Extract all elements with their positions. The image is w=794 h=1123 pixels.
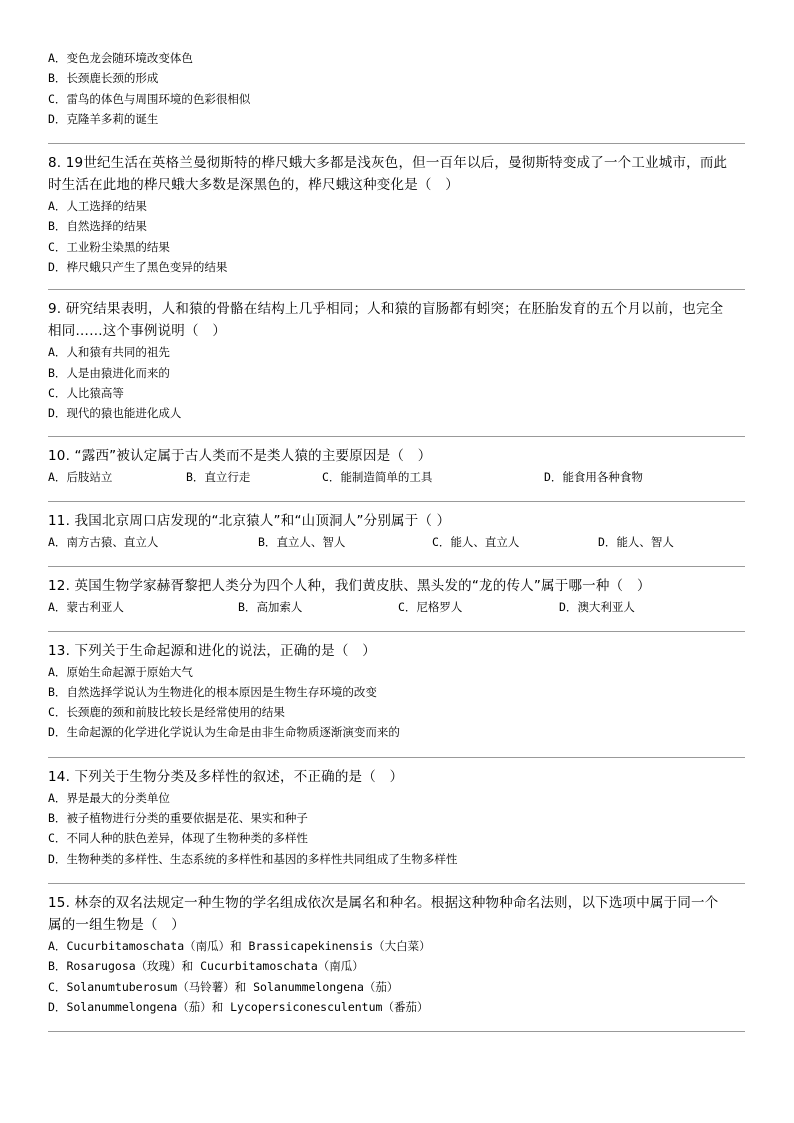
option-text: Cucurbitamoschata（南瓜）和 Brassicapekinensis（大白菜） [66, 938, 431, 953]
option-text: Solanummelongena（茄）和 Lycopersiconesculentum（番茄） [66, 999, 429, 1014]
option-text: 澳大利亚人 [577, 599, 635, 614]
option-label: C． [48, 239, 67, 254]
option-b[interactable] [48, 682, 745, 702]
question-13 [48, 640, 745, 743]
option-label: B． [48, 811, 67, 826]
divider [48, 757, 745, 758]
divider [48, 436, 745, 437]
option-text: 克隆羊多莉的诞生 [66, 111, 159, 126]
divider [48, 1031, 745, 1032]
option-text: 变色龙会随环境改变体色 [66, 51, 193, 65]
options-list [48, 936, 745, 1017]
option-b[interactable] [238, 597, 302, 617]
option-d[interactable] [544, 467, 643, 487]
option-label: C． [48, 385, 67, 400]
divider [48, 566, 745, 567]
option-b[interactable] [48, 956, 745, 976]
question-stem: 14. 下列关于生物分类及多样性的叙述，不正确的是（ ） [48, 768, 404, 785]
question-12 [48, 575, 745, 617]
option-text: 被子植物进行分类的重要依据是花、果实和种子 [66, 811, 308, 826]
option-label: D． [559, 599, 578, 614]
option-text: 直立行走 [204, 469, 251, 484]
options-list [48, 48, 745, 129]
question-stem: 12. 英国生物学家赫胥黎把人类分为四个人种，我们黄皮肤、黑头发的“龙的传人”属于哪一种（ ） [48, 577, 651, 594]
option-c[interactable] [322, 467, 432, 487]
option-text: 自然选择的结果 [66, 219, 147, 234]
option-a[interactable] [48, 936, 745, 956]
option-text: Solanumtuberosum（马铃薯）和 Solanummelongena（茄） [66, 979, 399, 994]
option-text: 尼格罗人 [416, 599, 463, 614]
option-text: 能人、智人 [616, 534, 674, 549]
option-d[interactable] [48, 257, 745, 277]
option-label: D． [48, 406, 67, 421]
option-a[interactable] [48, 196, 745, 216]
options-list [48, 662, 745, 743]
option-a[interactable] [48, 48, 745, 68]
option-text: 能制造简单的工具 [340, 469, 433, 484]
option-text: 后肢站立 [66, 469, 113, 484]
options-list [48, 196, 745, 277]
option-text: 桦尺蛾只产生了黑色变异的结果 [66, 260, 228, 275]
option-text: 能食用各种食物 [562, 469, 643, 484]
option-c[interactable] [48, 828, 745, 848]
option-label: D． [48, 851, 67, 866]
option-label: C． [398, 599, 417, 614]
option-a[interactable] [48, 597, 124, 617]
option-a[interactable] [48, 662, 745, 682]
option-c[interactable] [48, 977, 745, 997]
question-14 [48, 766, 745, 869]
options-list [48, 342, 745, 423]
option-text: Rosarugosa（玫瑰）和 Cucurbitamoschata（南瓜） [66, 959, 364, 974]
option-label: C． [322, 469, 341, 484]
option-text: 人工选择的结果 [66, 199, 147, 214]
option-label: B． [186, 469, 205, 484]
option-label: A． [48, 199, 67, 214]
question-7 [48, 48, 745, 129]
option-label: C． [48, 705, 67, 720]
option-c[interactable] [48, 702, 745, 722]
option-label: A． [48, 938, 67, 953]
option-b[interactable] [48, 363, 745, 383]
question-10 [48, 445, 745, 487]
question-stem: 13. 下列关于生命起源和进化的说法，正确的是（ ） [48, 642, 376, 659]
option-text: 生命起源的化学进化学说认为生命是由非生命物质逐渐演变而来的 [66, 725, 400, 740]
option-label: A． [48, 534, 67, 549]
option-c[interactable] [398, 597, 462, 617]
option-label: B． [48, 365, 67, 380]
question-stem-cont: 时生活在此地的桦尺蛾大多数是深黑色的，桦尺蛾这种变化是（ ） [48, 177, 459, 194]
option-text: 工业粉尘染黑的结果 [66, 239, 170, 254]
option-label: A． [48, 51, 67, 65]
option-text: 雷鸟的体色与周围环境的色彩很相似 [66, 91, 251, 106]
option-d[interactable] [48, 403, 745, 423]
question-stem-cont: 属的一组生物是（ ） [48, 916, 185, 933]
question-15 [48, 892, 745, 1017]
option-label: D． [48, 999, 67, 1014]
option-b[interactable] [48, 808, 745, 828]
option-text: 直立人、智人 [276, 534, 346, 549]
question-8 [48, 152, 745, 277]
option-c[interactable] [48, 383, 745, 403]
option-label: C． [48, 831, 67, 846]
option-label: B． [48, 71, 67, 86]
options-row [48, 597, 745, 617]
option-label: B． [258, 534, 277, 549]
option-label: C． [432, 534, 451, 549]
option-text: 人和猿有共同的祖先 [66, 345, 170, 360]
divider [48, 883, 745, 884]
option-a[interactable] [48, 342, 745, 362]
option-label: B． [238, 599, 257, 614]
option-d[interactable] [48, 997, 745, 1017]
option-label: D． [48, 111, 67, 126]
option-text: 南方古猿、直立人 [66, 534, 159, 549]
option-label: C． [48, 91, 67, 106]
divider [48, 289, 745, 290]
option-a[interactable] [48, 532, 158, 552]
option-text: 自然选择学说认为生物进化的根本原因是生物生存环境的改变 [66, 684, 377, 699]
exam-page [48, 48, 745, 1032]
option-d[interactable] [48, 722, 745, 742]
option-label: A． [48, 599, 67, 614]
option-label: B． [48, 684, 67, 699]
option-d[interactable] [48, 109, 745, 129]
option-text: 人比猿高等 [66, 385, 124, 400]
option-a[interactable] [48, 467, 112, 487]
question-stem: 15. 林奈的双名法规定一种生物的学名组成依次是属名和种名。根据这种物种命名法则，以下选项中属于同一个 [48, 894, 719, 911]
option-text: 长颈鹿的颈和前肢比较长是经常使用的结果 [66, 705, 285, 720]
option-text: 蒙古利亚人 [66, 599, 124, 614]
option-label: D． [48, 260, 67, 275]
option-text: 长颈鹿长颈的形成 [66, 71, 159, 86]
option-b[interactable] [258, 532, 345, 552]
option-c[interactable] [48, 237, 745, 257]
option-label: B． [48, 219, 67, 234]
option-d[interactable] [598, 532, 674, 552]
option-label: A． [48, 345, 67, 360]
option-label: C． [48, 979, 67, 994]
option-b[interactable] [186, 467, 250, 487]
option-text: 生物种类的多样性、生态系统的多样性和基因的多样性共同组成了生物多样性 [66, 851, 458, 866]
options-row [48, 532, 745, 552]
option-b[interactable] [48, 68, 745, 88]
options-list [48, 788, 745, 869]
option-text: 现代的猿也能进化成人 [66, 406, 182, 421]
question-stem-cont: 相同……这个事例说明（ ） [48, 323, 227, 340]
divider [48, 631, 745, 632]
question-11 [48, 510, 745, 552]
option-label: A． [48, 790, 67, 805]
option-label: D． [598, 534, 617, 549]
option-text: 不同人种的肤色差异，体现了生物种类的多样性 [66, 831, 308, 846]
option-c[interactable] [432, 532, 519, 552]
option-d[interactable] [559, 597, 635, 617]
options-row [48, 467, 745, 487]
option-text: 能人、直立人 [450, 534, 520, 549]
divider [48, 143, 745, 144]
option-text: 人是由猿进化而来的 [66, 365, 170, 380]
option-text: 高加索人 [256, 599, 303, 614]
option-label: D． [48, 725, 67, 740]
option-text: 界是最大的分类单位 [66, 790, 170, 805]
question-stem: 8. 19世纪生活在英格兰曼彻斯特的桦尺蛾大多都是浅灰色，但一百年以后，曼彻斯特变成了一个工业城市，而此 [48, 155, 728, 172]
option-label: A． [48, 664, 67, 679]
question-stem: 11. 我国北京周口店发现的“北京猿人”和“山顶洞人”分别属于（ ） [48, 512, 451, 529]
question-9 [48, 298, 745, 423]
option-b[interactable] [48, 216, 745, 236]
option-label: A． [48, 469, 67, 484]
divider [48, 501, 745, 502]
option-text: 原始生命起源于原始大气 [66, 664, 193, 679]
option-d[interactable] [48, 849, 745, 869]
option-label: B． [48, 959, 67, 974]
option-a[interactable] [48, 788, 745, 808]
question-stem: 10. “露西”被认定属于古人类而不是类人猿的主要原因是（ ） [48, 447, 432, 464]
option-label: D． [544, 469, 563, 484]
question-stem: 9. 研究结果表明，人和猿的骨骼在结构上几乎相同；人和猿的盲肠都有蚓突；在胚胎发育的五个月以前，也完全 [48, 301, 724, 318]
option-c[interactable] [48, 89, 745, 109]
